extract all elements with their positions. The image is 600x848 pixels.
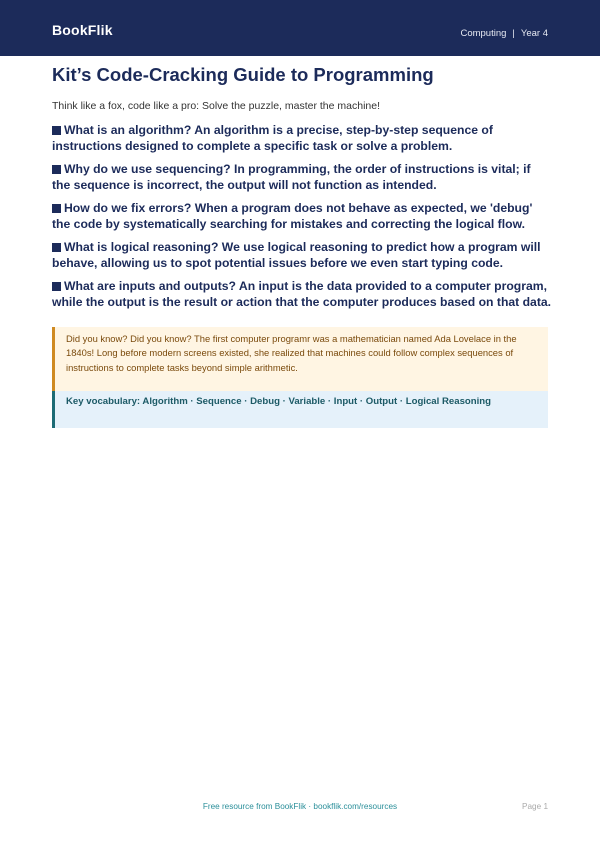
qa-item [52,161,552,193]
page-number: Page 1 [522,802,548,811]
square-bullet-icon [52,126,61,135]
qa-text: What is an algorithm? An algorithm is a precise, step-by-step sequence of instructions designed to complete a specific task or solve a problem. [52,123,493,153]
qa-item [52,122,552,154]
qa-item [52,239,552,271]
year-label: Year 4 [520,28,548,39]
square-bullet-icon [52,282,61,291]
qa-list [52,122,552,317]
page-subtitle: Think like a fox, code like a pro: Solve the puzzle, master the machine! [52,100,380,112]
meta-separator: | [512,28,515,39]
page-title: Kit’s Code-Cracking Guide to Programming [52,64,434,85]
qa-text: Why do we use sequencing? In programming, the order of instructions is vital; if the sequence is incorrect, the output will not function as intended. [52,162,531,192]
square-bullet-icon [52,165,61,174]
qa-item [52,278,552,310]
qa-text: How do we fix errors? When a program does not behave as expected, we 'debug' the code by systematically searching for mistakes and correcting the logical flow. [52,201,533,231]
did-you-know-callout [52,327,548,391]
callout-text: Did you know? Did you know? The first computer programr was a mathematician named Ada Lovelace in the 1840s! Long before modern screens existed, she realized that machines could follow complex sequences of instructions to complete tasks beyond simple arithmetic. [66,333,517,373]
header-meta [460,28,548,39]
qa-text: What is logical reasoning? We use logical reasoning to predict how a program will behave, allowing us to spot potential issues before we even start typing code. [52,240,541,270]
subject-label: Computing [460,28,507,39]
vocabulary-text: Key vocabulary: Algorithm · Sequence · Debug · Variable · Input · Output · Logical Reasoning [66,396,492,407]
brand-logo-text[interactable]: BookFlik [52,22,113,38]
square-bullet-icon [52,204,61,213]
footer-source-link[interactable]: Free resource from BookFlik · bookflik.com/resources [202,802,398,811]
key-vocabulary-box [52,391,548,428]
square-bullet-icon [52,243,61,252]
header-bar [0,0,600,56]
qa-item [52,200,552,232]
qa-text: What are inputs and outputs? An input is the data provided to a computer program, while the output is the result or action that the computer produces based on that data. [52,279,552,309]
